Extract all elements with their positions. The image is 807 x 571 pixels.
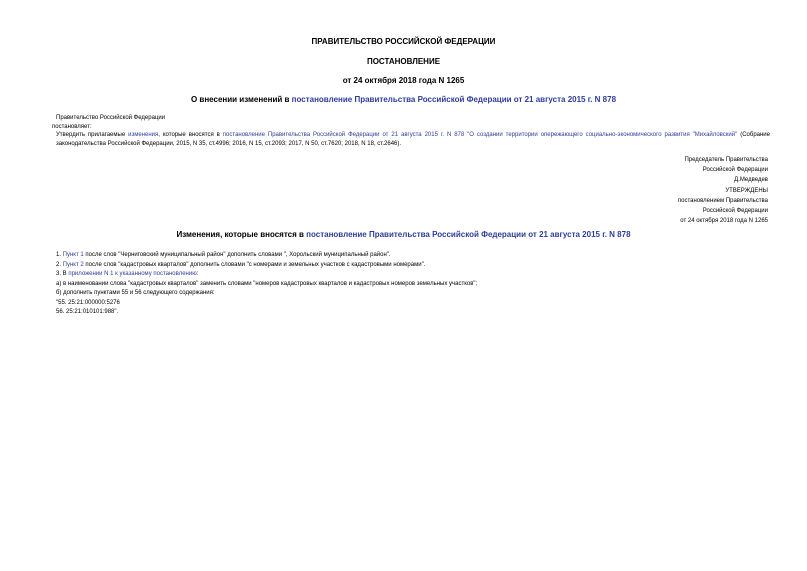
approved-line-2: постановлением Правительства xyxy=(677,198,768,204)
item2-link[interactable]: Пункт 2 xyxy=(62,261,84,268)
document-type: ПОСТАНОВЛЕНИЕ xyxy=(366,57,441,66)
item-number: 1. xyxy=(56,252,63,258)
item1-text: после слов "Черниговский муниципальный район" дополнить словами ", Хорольский муниципальный район". xyxy=(83,252,391,258)
list-item xyxy=(52,270,770,280)
item1-link[interactable]: Пункт 1 xyxy=(62,252,84,258)
government-name: ПРАВИТЕЛЬСТВО РОССИЙСКОЙ ФЕДЕРАЦИИ xyxy=(311,37,496,46)
approved-line-3: Российской Федерации xyxy=(702,208,768,214)
line-56: 56. 25:21:010101:988". xyxy=(56,309,119,315)
preamble-line-decrees: постановляет: xyxy=(52,123,92,130)
title-prefix: О внесении изменений в xyxy=(190,95,292,104)
preamble-text-c: (Собрание законодательства Российской Федерации, 2015, N 35, ст.4996; 2016, N 15, ст.2093; 2017, N 50, ст.7620; 2018, N 18, ст.2646). xyxy=(56,132,770,147)
approved-line-4: от 24 октября 2018 года N 1265 xyxy=(680,218,768,224)
signature-line-1: Председатель Правительства xyxy=(684,157,768,163)
decree-878-link[interactable]: постановление Правительства Российской Федерации от 21 августа 2015 г. N 878 "О создании территории опережающего социально-экономического развития "Михайловский" xyxy=(222,132,738,138)
changes-heading xyxy=(0,230,807,239)
title-link[interactable]: постановление Правительства Российской Федерации от 21 августа 2015 г. N 878 xyxy=(291,95,617,104)
changes-heading-link[interactable]: постановление Правительства Российской Федерации от 21 августа 2015 г. N 878 xyxy=(306,230,631,239)
list-item xyxy=(52,261,770,271)
changes-list xyxy=(52,251,770,318)
item-number: 2. xyxy=(56,261,63,268)
document-date-number: от 24 октября 2018 года N 1265 xyxy=(342,76,465,85)
approved-block xyxy=(678,186,768,226)
preamble-text-b: , которые вносятся в xyxy=(158,132,223,138)
sub-item-a: а) в наименовании слова "кадастровых кварталов" заменить словами "номеров кадастровых кварталов и кадастровых номеров земельных участков"; xyxy=(56,280,478,287)
item2-text: после слов "кадастровых кварталов" дополнить словами "с номерами и земельных участков с кадастровыми номерами". xyxy=(83,261,426,268)
signature-block xyxy=(684,155,768,185)
changes-link[interactable]: изменения xyxy=(128,132,159,138)
line-55: "55. 25:21:000000:5276 xyxy=(56,299,120,306)
item3-text: : xyxy=(196,271,199,277)
approved-line-1: УТВЕРЖДЕНЫ xyxy=(725,188,768,194)
preamble-paragraph xyxy=(52,131,770,148)
signature-line-2: Российской Федерации xyxy=(702,167,768,173)
item-number: 3. В xyxy=(56,271,69,277)
preamble-text-a: Утвердить прилагаемые xyxy=(56,132,129,138)
signature-line-3: Д.Медведев xyxy=(734,177,768,183)
sub-item-b: б) дополнить пунктами 55 и 56 следующего содержания: xyxy=(56,290,215,296)
list-item xyxy=(52,251,770,261)
item3-link[interactable]: приложении N 1 к указанному постановлению xyxy=(68,271,197,277)
preamble xyxy=(52,114,770,148)
document-title xyxy=(0,95,807,104)
preamble-line-government: Правительство Российской Федерации xyxy=(56,115,166,121)
changes-heading-prefix: Изменения, которые вносятся в xyxy=(176,230,307,239)
